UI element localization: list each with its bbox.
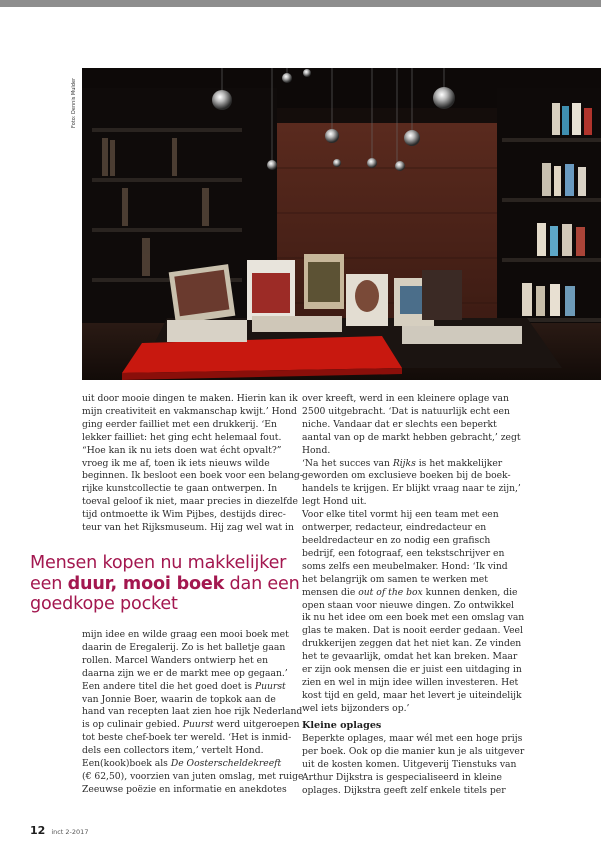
text-line: glas te maken. Dat is nooit eerder gedaan. Veel [302, 625, 523, 637]
magazine-issue: inct 2-2017 [51, 828, 89, 836]
text-line: niche. Vandaar dat er slechts een beperkt [302, 418, 497, 430]
pull-quote-line: goedkope pocket [30, 594, 178, 615]
text-column-4 [302, 719, 525, 798]
text-line: beeldredacteur en zo nodig een grafisch [302, 534, 491, 546]
text-line: (€ 62,50), voorzien van juten omslag, met ruige [82, 770, 304, 782]
text-line: mijn creativiteit en vakmanschap kwijt.’ Hond [82, 405, 297, 417]
text-line: “Hoe kan ik nu iets doen wat écht opvalt?” [82, 444, 282, 456]
text-line: zien en wel in mijn idee willen investeren. Het [302, 676, 519, 688]
text-line: legt Hond uit. [302, 496, 367, 508]
pull-quote-line: Mensen kopen nu makkelijker [30, 553, 287, 573]
text-line: handels te krijgen. Er blijkt vraag naar te zijn,’ [302, 483, 521, 495]
text-line: mensen die out of the box kunnen denken, die [302, 586, 518, 598]
text-line: dels een collectors item,’ vertelt Hond. [82, 745, 264, 757]
text-line: ging eerder failliet met een drukkerij. ‘En [82, 418, 277, 430]
top-bar [0, 0, 601, 7]
text-line: het belangrijk om samen te werken met [302, 573, 488, 585]
text-line: er zijn ook mensen die er juist een uitdaging in [302, 664, 522, 676]
text-line: aantal van op de markt hebben gebracht,’ zegt [302, 431, 521, 443]
text-line: Hond. [302, 444, 331, 456]
text-line: Een(kook)boek als De Oosterscheldekreeft [82, 758, 282, 770]
bookstore-photo [82, 68, 601, 380]
text-line: Een andere titel die het goed doet is Puurst [82, 680, 286, 692]
text-line: soms zelfs een meubelmaker. Hond: ‘Ik vind [302, 560, 508, 572]
text-line: ontwerper, redacteur, eindredacteur en [302, 522, 487, 534]
text-line: wel iets bijzonders op.’ [302, 702, 410, 714]
text-column-1 [82, 393, 303, 535]
text-line: uit door mooie dingen te maken. Hierin kan ik [82, 393, 298, 404]
text-line: daarna zijn we er de markt mee op gegaan.’ [82, 667, 288, 679]
text-line: uit de kosten komen. Uitgeverij Tienstuks van [302, 758, 517, 770]
page-number: 12 [30, 824, 46, 837]
text-line: over kreeft, werd in een kleinere oplage van [302, 393, 509, 404]
pull-quote-line: een duur, mooi boek dan een [30, 573, 300, 594]
photo-credit: Foto: Dennis Mulder [71, 77, 77, 128]
text-line: Beperkte oplages, maar wél met een hoge prijs [302, 733, 523, 744]
text-line: toeval geloof ik niet, maar precies in diezelfde [82, 496, 298, 508]
text-line: kost tijd en geld, maar het levert je uiteindelijk [302, 689, 522, 701]
text-line: ik nu het idee om een boek met een omslag van [302, 612, 525, 624]
text-line: bedrijf, een fotograaf, een tekstschrijver en [302, 547, 505, 559]
text-line: ‘Na het succes van Rijks is het makkelijker [302, 457, 503, 469]
text-line: is op culinair gebied. Puurst werd uitgeroepen [82, 719, 300, 731]
text-line: Arthur Dijkstra is gespecialiseerd in kleine [302, 771, 502, 783]
text-line: hand van recepten laat zien hoe rijk Nederland [82, 706, 303, 718]
pull-quote [30, 553, 305, 615]
text-line: open staan voor nieuwe dingen. Zo ontwikkel [302, 599, 514, 611]
text-line: rijke kunstcollectie te gaan ontwerpen. In [82, 483, 278, 495]
page-footer [30, 824, 88, 840]
text-line: Voor elke titel vormt hij een team met een [302, 509, 499, 521]
text-line: vroeg ik me af, toen ik iets nieuws wilde [82, 457, 270, 469]
text-line: drukkerijen zeggen dat het niet kan. Ze vinden [302, 638, 522, 650]
text-line: oplages. Dijkstra geeft zelf enkele titels per [302, 784, 506, 796]
section-heading: Kleine oplages [302, 720, 382, 731]
text-line: beginnen. Ik besloot een boek voor een belang- [82, 470, 303, 482]
text-line: teur van het Rijksmuseum. Hij zag wel wat in [82, 522, 294, 534]
text-line: rollen. Marcel Wanders ontwierp het en [82, 654, 268, 666]
text-line: Zeeuwse poëzie en informatie en anekdotes [82, 783, 287, 795]
text-line: tot beste chef-boek ter wereld. ‘Het is inmid- [82, 732, 292, 744]
text-column-2 [302, 393, 525, 716]
text-line: per boek. Ook op die manier kun je als uitgever [302, 745, 525, 757]
text-column-3 [82, 629, 304, 797]
text-line: lekker failliet: het ging echt helemaal fout. [82, 431, 282, 443]
text-line: het te gevaarlijk, omdat het kan breken. Maar [302, 651, 518, 663]
text-line: daarin de Eregalerij. Zo is het balletje gaan [82, 641, 286, 653]
text-line: van Jonnie Boer, waarin de topkok aan de [82, 693, 276, 705]
text-line: tijd ontmoette ik Wim Pijbes, destijds direc- [82, 509, 286, 521]
text-line: geworden om exclusieve boeken bij de boek- [302, 470, 511, 482]
text-line: 2500 uitgebracht. ‘Dat is natuurlijk echt een [302, 405, 510, 417]
text-line: mijn idee en wilde graag een mooi boek met [82, 629, 289, 640]
